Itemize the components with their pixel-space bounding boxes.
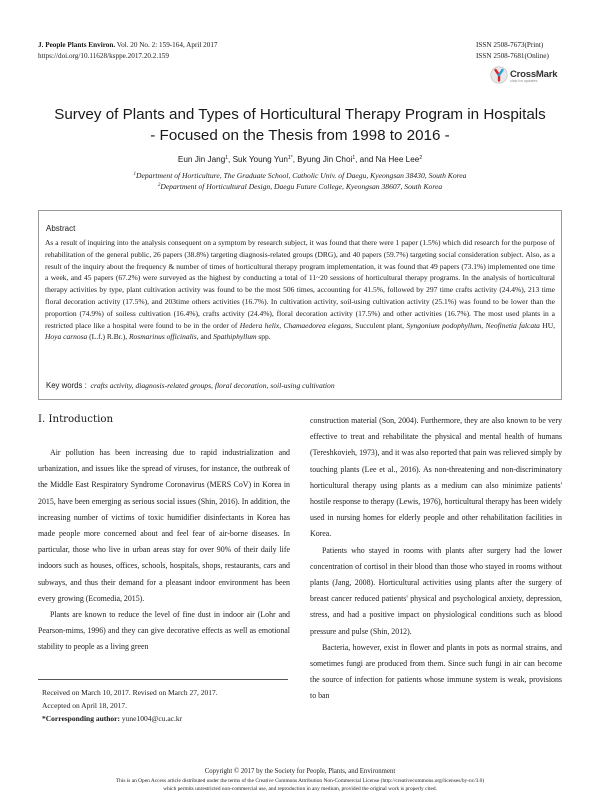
journal-name: J. People Plants Environ. — [38, 41, 116, 49]
author-2: , Suk Young Yun — [228, 155, 288, 164]
paragraph: construction material (Son, 2004). Furthermore, they are also known to be very effective to treat and rehabilitate the physical and mental health of humans (Tereshkovieh, 1973), and it was also reported that pain was relieved simply by touching plants (Lee et al., 2016). As non-threatening and non-discriminatory horticultural therapy using plants as a medium can also minimize patients' hostile response to therapy (Lewis, 1976), horticultural therapy has been widely used in nursing homes for elderly people and other rehabilitation facilities in Korea. — [310, 416, 562, 539]
keywords-value: crafts activity, diagnosis-related groups, floral decoration, soil-using cultivation — [90, 381, 335, 390]
abstract-sep: (L.f.) R.Br.), — [87, 332, 129, 342]
issn-online: ISSN 2508-7681(Online) — [476, 52, 549, 60]
section-title: Ⅰ. Introduction — [38, 414, 114, 425]
accepted-note: Accepted on April 18, 2017. — [42, 701, 127, 710]
crossmark-sublabel: click for updates — [510, 79, 538, 83]
abstract-sep: HU, — [539, 320, 556, 330]
crossmark-badge[interactable] — [490, 66, 556, 86]
abstract-sep: , and — [196, 332, 214, 342]
abstract-body: As a result of inquiring into the analysis consequent on a symptom by research subject, it was found that there were 1 paper (1.5%) which did research for the purpose of rehabilitation of the general public, 26 papers (38.8%) targeting diagnosis-related groups (DRG), and 40 papers (59.7%) targeting social consideration subject. Also, as a result of the inquiry about the frequency & number of times of horticultural therapy program implementation, it was found that 49 papers (73.1%) implemented one time a week, and 45 papers (67.2%) were surveyed as the highest by conducting a total of 11~20 sessions of horticultural therapy programs. In the analysis of horticultural therapy activities by type, plant cultivation activity was found to be the most 506 times, accounting for 41.5%, followed by 297 time crafts activity (24.4%), 213 time floral decoration activity (17.5%), and 203time others activities (16.7%). In cultivation activity, soil-using cultivation activity (25.1%) was found to be lower than the proportion (74.9%) of soiless cultivation (16.4%), crafts activity (24.4%), floral decoration activity (17.5%) and other activities (16.7%). The most used plants in a restricted place like a hospital were found to be in the order of — [45, 238, 555, 330]
author-3: , Byung Jin Choi — [292, 155, 353, 164]
corresponding-label: *Corresponding author: — [42, 714, 120, 723]
paragraph: Plants are known to reduce the level of fine dust in indoor air (Lohr and Pearson-mims, 1996) and they can give decorative effects as well as emotional stability to people as a living green — [38, 610, 290, 652]
abstract-sep: , — [481, 320, 486, 330]
corresponding-author — [42, 713, 182, 724]
paragraph: Patients who stayed in rooms with plants after surgery had the lower concentration of cortisol in their blood than those who stayed in rooms without plants (Jang, 2008). Horticultural activities using plants after the surgery of breast cancer reduced patients' physical and psychological anxiety, depression, stress, and had a positive impact on physiological conditions such as blood pressure and pulse (Shin, 2012). — [310, 545, 562, 636]
page-header — [38, 40, 562, 83]
corresponding-email[interactable]: yune1004@cu.ac.kr — [120, 714, 183, 723]
footnote-divider — [38, 679, 288, 680]
body-column-right — [310, 413, 562, 705]
species-name: Spathiphyllum — [213, 332, 257, 342]
species-name: Rosmarinus officinalis — [128, 332, 197, 342]
species-name: Syngonium podophyllum — [406, 320, 482, 330]
crossmark-label: CrossMark — [510, 69, 558, 80]
author-2-sup: 1* — [287, 155, 293, 161]
affiliation-2 — [20, 181, 580, 192]
issn-print: ISSN 2508-7673(Print) — [476, 41, 544, 49]
title-line-2: - Focused on the Thesis from 1998 to 2016 - — [150, 127, 450, 144]
author-4-sup: 2 — [419, 155, 423, 161]
abstract-box — [38, 210, 562, 400]
author-1: Eun Jin Jang — [177, 155, 226, 164]
issn-block — [476, 40, 562, 62]
keywords-label: Key words : — [46, 381, 87, 390]
author-1-sup: 1 — [225, 155, 229, 161]
author-3-sup: 1 — [352, 155, 356, 161]
species-name: Neofinetia falcata — [485, 320, 540, 330]
abstract-text — [45, 237, 555, 343]
affiliation-1-text: Department of Horticulture, The Graduate School, Catholic Univ. of Daegu, Kyeongsan 38430, South Korea — [136, 171, 467, 180]
license-line: This is an Open Access article distributed under the terms of the Creative Commons Attribution Non-Commercial License (http://creativecommons.org/licenses/by-nc/3.0) — [115, 778, 485, 784]
title-line-1: Survey of Plants and Types of Horticultural Therapy Program in Hospitals — [54, 106, 546, 123]
paragraph: Air pollution has been increasing due to rapid industrialization and urbanization, and issues like the spread of viruses, for instance, the outbreak of the Middle East Respiratory Syndrome Coronavirus (MERS CoV) in Korea in 2015, have been emerging as serious social issues (Shin, 2016). In addition, the increasing number of victims of toxic humidifier disinfectants in Korea has made people more concerned about and feel fear of air-borne diseases. In particular, those who live in urban areas stay for over 90% of their daily life indoors such as houses, offices, schools, hospitals, shops, restaurants, cars and subways, and thus their demand for a pleasant indoor environment has been every growing (Ecomedia, 2015). — [38, 448, 290, 603]
affiliation-1-sup: 1 — [133, 172, 137, 177]
abstract-sep: , — [279, 320, 284, 330]
author-4: , and Na Hee Lee — [355, 155, 420, 164]
paper-title — [20, 104, 580, 146]
body-column-left — [38, 445, 290, 656]
license-terms: which permits unrestricted non-commercial use, and reproduction in any medium, provided the original work is properly cited. — [163, 786, 437, 792]
keywords — [46, 381, 335, 390]
doi-link[interactable]: https://doi.org/10.11628/ksppe.2017.20.2.159 — [38, 52, 169, 60]
affiliation-2-sup: 2 — [157, 183, 161, 188]
abstract-heading: Abstract — [46, 224, 76, 233]
received-note: Received on March 10, 2017. Revised on March 27, 2017. — [42, 688, 218, 697]
abstract-sep: , Succulent plant, — [350, 320, 407, 330]
affiliation-1 — [20, 170, 580, 181]
crossmark-icon — [490, 66, 508, 84]
journal-citation — [38, 40, 218, 50]
species-name: Hoya carnosa — [45, 332, 88, 342]
copyright-line: Copyright © 2017 by the Society for People, Plants, and Environment — [204, 768, 396, 775]
paragraph: Bacteria, however, exist in flower and plants in pots as normal strains, and sometimes fungi are produced from them. Since such fungi in air can become the source of infection for patients whose immune system is weak, provisions to ban — [310, 642, 562, 701]
journal-volume: Vol. 20 No. 2: 159-164, April 2017 — [115, 41, 218, 49]
species-name: Chamaedorea elegans — [283, 320, 351, 330]
author-list — [20, 154, 580, 165]
abstract-tail: spp. — [256, 332, 271, 342]
species-name: Hedera helix — [239, 320, 280, 330]
affiliation-2-text: Department of Horticultural Design, Daegu Future College, Kyeongsan 38607, South Korea — [160, 182, 443, 191]
